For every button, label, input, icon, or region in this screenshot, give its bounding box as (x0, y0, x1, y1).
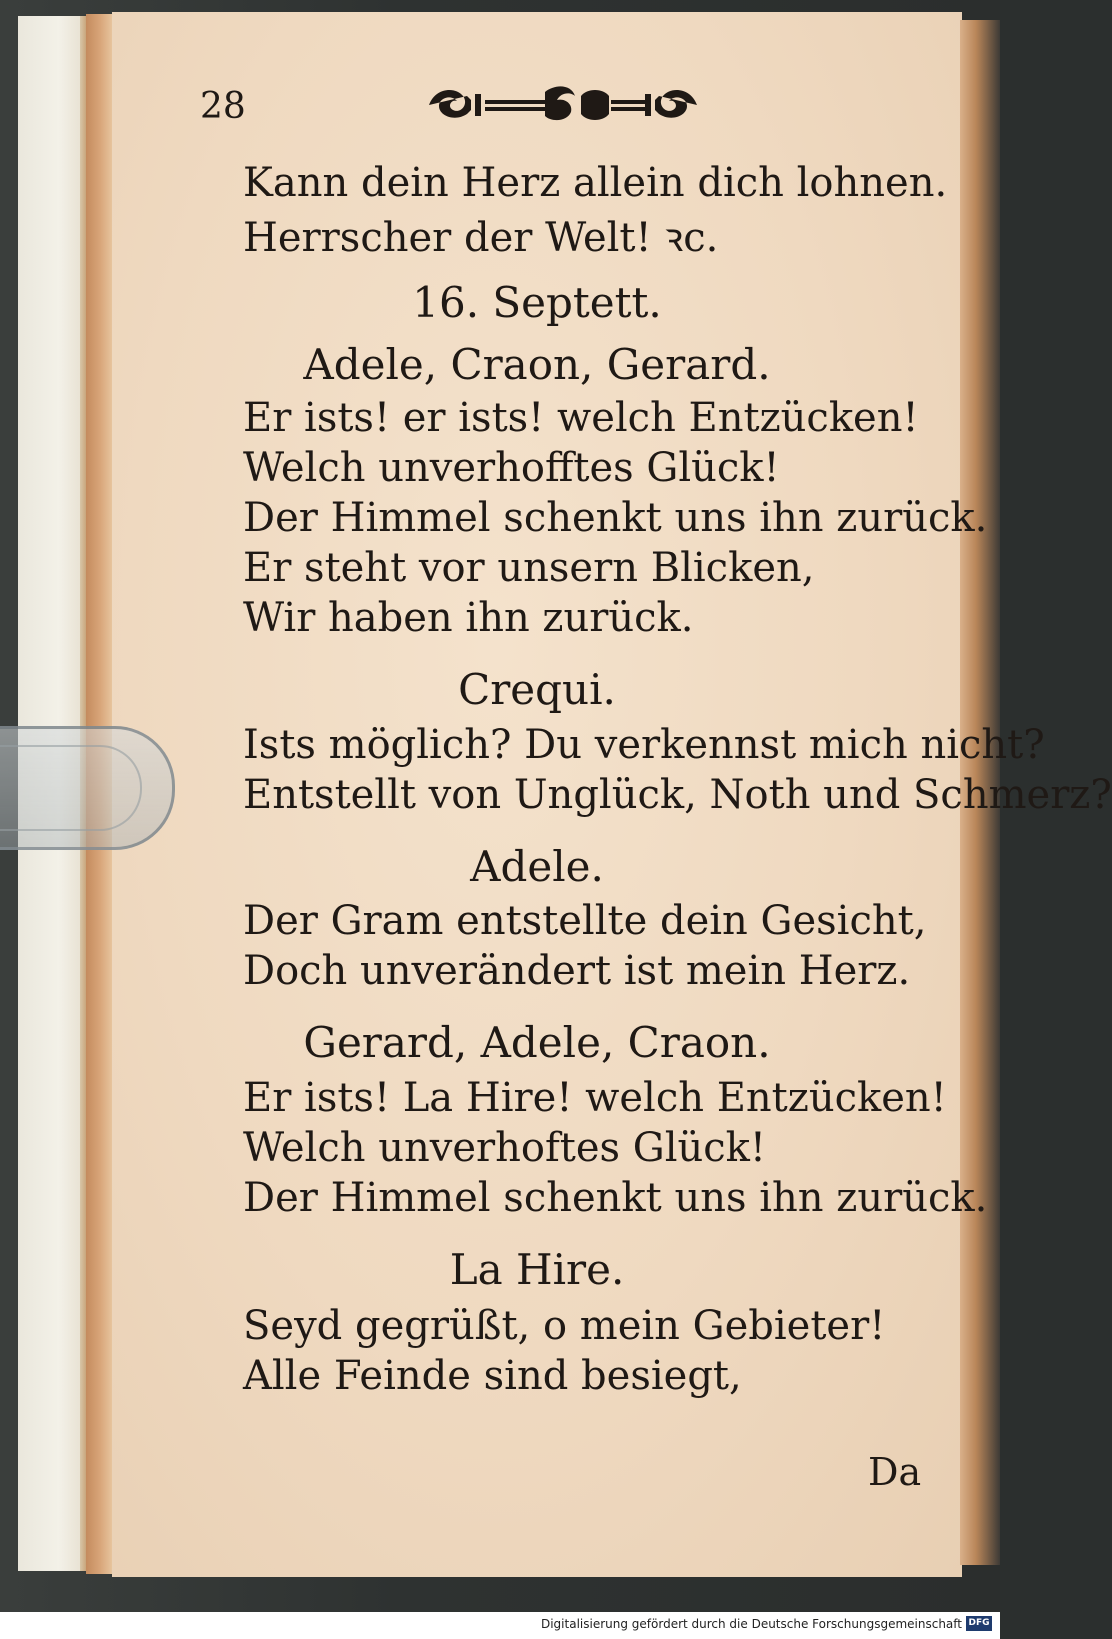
verse-line: Er ists! er ists! welch Entzücken! (243, 395, 919, 441)
verse-line: Er ists! La Hire! welch Entzücken! (243, 1075, 947, 1121)
page-number: 28 (200, 86, 246, 127)
verse-line: Ists möglich? Du verkennst mich nicht? (243, 722, 1045, 768)
speaker-heading: Adele. (470, 842, 604, 891)
speaker-heading: Crequi. (458, 665, 616, 714)
ornament-icon (425, 82, 701, 128)
verse-line: Der Himmel schenkt uns ihn zurück. (243, 495, 988, 541)
verse-line: Der Gram entstellte dein Gesicht, (243, 898, 927, 944)
funding-credit: Digitalisierung gefördert durch die Deutsche Forschungsgemeinschaft (540, 1617, 962, 1631)
dfg-logo-icon: DFG (966, 1616, 992, 1631)
verse-line: Alle Feinde sind besiegt, (243, 1353, 742, 1399)
speaker-heading: Adele, Craon, Gerard. (303, 340, 771, 389)
section-heading: 16. Septett. (412, 278, 662, 327)
verse-line: Welch unverhoftes Glück! (243, 1125, 766, 1171)
verse-line: Seyd gegrüßt, o mein Gebieter! (243, 1303, 886, 1349)
catchword: Da (868, 1450, 922, 1494)
verse-line: Doch unverändert ist mein Herz. (243, 948, 911, 994)
verse-line: Kann dein Herz allein dich lohnen. (243, 160, 948, 206)
speaker-heading: Gerard, Adele, Craon. (303, 1018, 771, 1067)
verse-line: Wir haben ihn zurück. (243, 595, 694, 641)
speaker-heading: La Hire. (449, 1245, 625, 1294)
verse-line: Entstellt von Unglück, Noth und Schmerz? (243, 772, 1112, 818)
page-clip (0, 726, 175, 850)
verse-line: Welch unverhofftes Glück! (243, 445, 780, 491)
verse-line: Der Himmel schenkt uns ihn zurück. (243, 1175, 988, 1221)
verse-line: Er steht vor unsern Blicken, (243, 545, 815, 591)
verse-line: Herrscher der Welt! ꝛc. (243, 215, 719, 261)
